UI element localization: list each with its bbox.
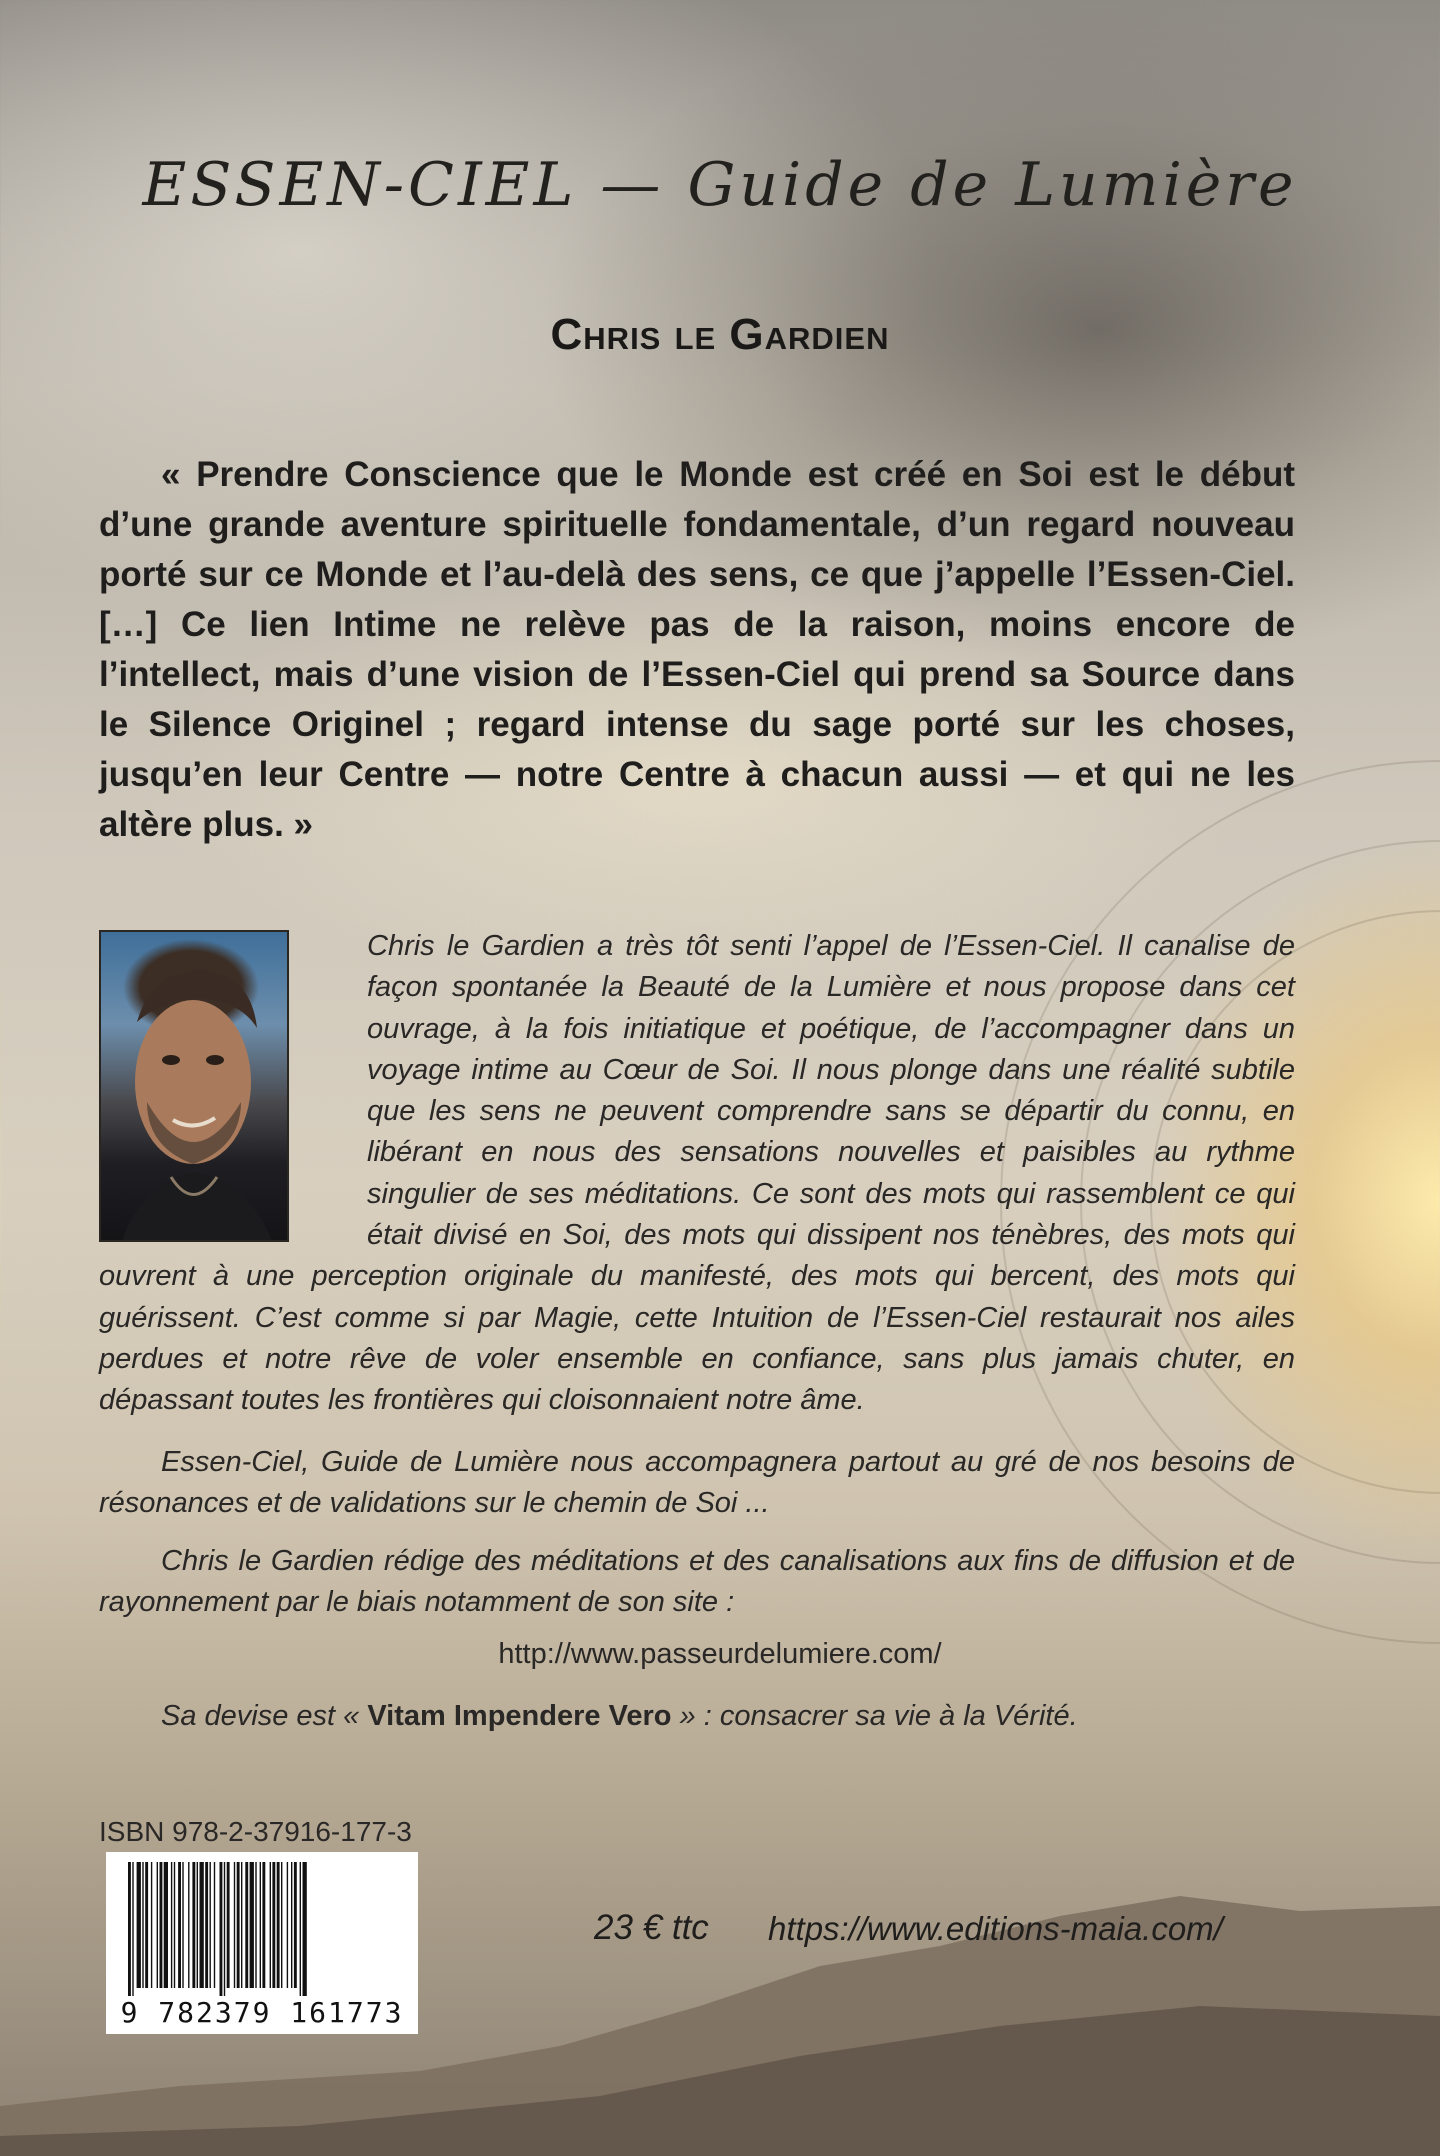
barcode-bar <box>220 1862 223 1996</box>
bio-paragraph-2: Essen-Ciel, Guide de Lumière nous accompagnera partout au gré de nos besoins de résonances et de validations sur le chemin de Soi ... <box>99 1446 1295 1519</box>
barcode-bar <box>255 1862 256 1988</box>
book-author: Chris le Gardien <box>550 310 890 359</box>
barcode-bar <box>294 1862 297 1988</box>
barcode-bar <box>142 1862 143 1988</box>
barcode-bar <box>164 1862 168 1988</box>
barcode-bar <box>300 1862 301 1996</box>
barcode-bar <box>214 1862 215 1988</box>
barcode-bar <box>281 1862 282 1988</box>
barcode-bar <box>270 1862 271 1988</box>
barcode-bar <box>262 1862 265 1988</box>
isbn-barcode <box>106 1852 418 2034</box>
barcode-bar <box>145 1862 148 1988</box>
barcode-bar <box>197 1862 198 1988</box>
book-title: ESSEN-CIEL — Guide de Lumière <box>142 150 1298 220</box>
barcode-bar <box>245 1862 248 1988</box>
barcode-bar <box>250 1862 254 1988</box>
barcode-bar <box>303 1862 307 1996</box>
barcode-bar <box>188 1862 189 1988</box>
barcode-bar <box>192 1862 195 1988</box>
barcode-bar <box>182 1862 183 1988</box>
barcode-bar <box>237 1862 240 1988</box>
barcode-bar <box>151 1862 152 1988</box>
author-quote: « Prendre Conscience que le Monde est créé en Soi est le début d’une grande aventure spirituelle fondamentale, d’un regard nouveau porté sur ce Monde et l’au-delà des sens, ce que j’appelle l’Essen-Ciel. […] Ce lien Intime ne relève pas de la raison, moins encore de l’intellect, mais d’une vision de l’Essen-Ciel qui prend sa Source dans le Silence Originel ; regard intense du sage porté sur les choses, jusqu’en leur Centre — notre Centre à chacun aussi — et qui ne les altère plus. » <box>99 455 1295 844</box>
isbn-label: ISBN 978-2-37916-177-3 <box>99 1816 412 1847</box>
bio-paragraph-1: Chris le Gardien a très tôt senti l’appel de l’Essen-Ciel. Il canalise de façon spontanée la Beauté de la Lumière et nous propose dans cet ouvrage, à la fois initiatique et poétique, de l’accompagner dans un voyage intime au Cœur de Soi. Il nous plonge dans une réalité subtile que les sens ne peuvent comprendre sans se départir du connu, en libérant en nous des sensations nouvelles et paisibles au rythme singulier de ses méditations. Ce sont des mots qui rassemblent ce qui était divisé en Soi, des mots qui dissipent nos ténèbres, des mots qui ouvrent à une perception originale du manifesté, des mots qui bercent, des mots qui guérissent. C’est comme si par Magie, cette Intuition de l’Essen-Ciel restaurait nos ailes perdues et notre rêve de voler ensemble en confiance, sans plus jamais chuter, en dépassant toutes les frontières qui cloisonnaient notre âme. <box>99 930 1295 1417</box>
barcode-bar <box>210 1862 211 1988</box>
barcode-bar <box>291 1862 292 1988</box>
motto-latin: Vitam Impendere Vero <box>367 1700 672 1732</box>
publisher-url[interactable]: https://www.editions-maia.com/ <box>768 1910 1223 1947</box>
barcode-bar <box>128 1862 131 1996</box>
barcode-bar <box>160 1862 163 1988</box>
author-website[interactable]: http://www.passeurdelumiere.com/ <box>498 1638 942 1670</box>
barcode-bar <box>174 1862 175 1988</box>
motto-suffix: » : consacrer sa vie à la Vérité. <box>679 1700 1078 1732</box>
barcode-digits: 9 782379 161773 <box>120 1996 404 2029</box>
bio-paragraph-3: Chris le Gardien rédige des méditations et des canalisations aux fins de diffusion et de rayonnement par le biais notamment de son site : <box>99 1545 1295 1618</box>
barcode-bar <box>260 1862 261 1988</box>
author-bio <box>99 926 1295 1422</box>
barcode-bar <box>178 1862 181 1988</box>
motto-prefix: Sa devise est « <box>161 1700 360 1732</box>
photo-spacer <box>99 926 367 1242</box>
barcode-bar <box>272 1862 275 1988</box>
price-label: 23 € ttc <box>594 1908 709 1947</box>
barcode-bar <box>241 1862 242 1988</box>
barcode-bar <box>157 1862 158 1988</box>
barcode-bar <box>287 1862 288 1988</box>
barcode-bar <box>234 1862 235 1988</box>
barcode-bar <box>137 1862 141 1988</box>
barcode-bar <box>277 1862 280 1988</box>
barcode-bar <box>205 1862 208 1988</box>
barcode-bar <box>224 1862 225 1996</box>
barcode-bar <box>171 1862 172 1988</box>
author-motto <box>161 1700 1078 1733</box>
barcode-bar <box>132 1862 133 1996</box>
barcode-bar <box>200 1862 204 1988</box>
barcode-bar <box>227 1862 230 1988</box>
